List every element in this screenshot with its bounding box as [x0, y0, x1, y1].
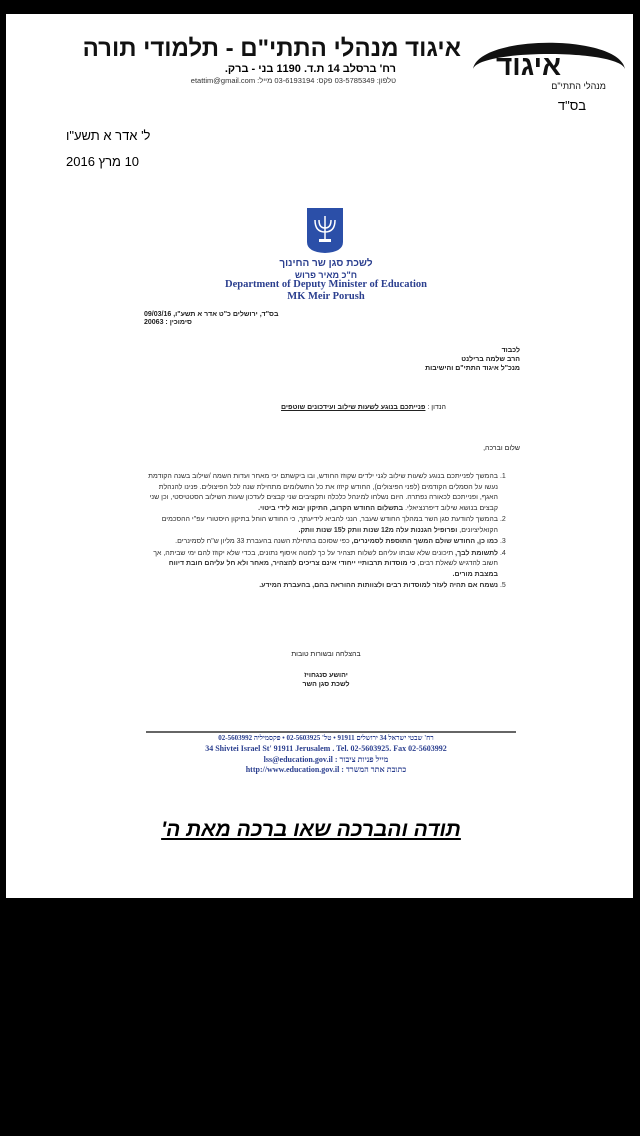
footer-website: כתובת אתר המשרד : http://www.education.gov.il	[245, 765, 407, 774]
reference: סימוכין : 20063	[144, 319, 192, 326]
dateline: בס"ד, ירושלים כ"ט אדר א תשע"ו, 09/03/16	[144, 311, 279, 318]
footer-address-en: 34 Shivtei Israel St' 91911 Jerusalem . Tel. 02-5603925. Fax 02-5603992	[205, 744, 447, 753]
org-title: איגוד מנהלי התתי"ם - תלמודי תורה	[82, 35, 461, 62]
item-bold: כמו כן, החודש שולם המשך התוספת לסמינרים,	[351, 538, 498, 545]
closing: בהצלחה ובשורות טובות	[291, 651, 361, 658]
item-bold: נשמח אם תהיה לעזר למוסדות רבים ולצוותות ההוראה בהם, בהעברת המידע.	[259, 582, 498, 589]
list-item	[146, 537, 498, 548]
logo-subtext: מנהלי התתי"ם	[551, 81, 606, 91]
logo-text: איגוד	[496, 50, 562, 81]
recipient-line-2: הרב שלמה ברילנט	[461, 356, 520, 363]
office-english: Department of Deputy Minister of Education	[225, 279, 427, 290]
subject: פנייתכם בנוגע לשעות שילוב ועידכונים שוטפים	[281, 404, 426, 411]
gregorian-date: 10 מרץ 2016	[66, 154, 140, 169]
item-text: בהמשך להודעת סגן השר במהלך החודש שעבר, הנני להביא לידיעתך, כי החודש הוחל בתיקון היסטורי עפ"י ההסכמים הקואליציונים,	[161, 516, 498, 534]
list-item	[146, 515, 498, 536]
signer-name: יהושע סנגחויז	[304, 672, 348, 679]
item-bold: לתשומת לבך,	[455, 549, 498, 557]
office-hebrew: לשכת סגן שר החינוך	[279, 258, 373, 269]
mk-english: MK Meir Porush	[287, 291, 365, 302]
letter-body	[146, 472, 516, 593]
item-text: תיכונים שלא שבתו עליהם לשלוח תצהיר על כך למטה איסוף נתונים, בכדי שלא יקוזז להם ימי שביתה, אך חשוב להדגיש לשאלת רבים,	[153, 549, 498, 567]
item-text: כפי שסוכם בתחילת השנה בהעברת 33 מליון ש"ח לסמינרים.	[175, 538, 350, 545]
greeting: שלום וברכה,	[483, 445, 520, 452]
org-contact: טלפון: 03-5785349 פקס: 03-6193194 מייל: etattim@gmail.com	[190, 76, 396, 85]
subject-label: הנדון :	[427, 404, 446, 411]
org-address: רח' ברסלב 14 ת.ד. 1190 בני - ברק.	[224, 63, 396, 75]
footer-address-he: רח' שבטי ישראל 34 ירושלים 91911 • טל' 02-5603925 • פקסמיליה 02-5603992	[218, 734, 434, 742]
subject-line	[186, 404, 446, 411]
footer-divider	[146, 731, 516, 733]
footer-email: מייל פניות ציבור : lss@education.gov.il	[263, 755, 389, 764]
hebrew-date: ל' אדר א תשע"ו	[66, 128, 151, 143]
item-bold: בתשלום החודש הקרוב, התיקון יבוא לידי ביטוי.	[258, 504, 404, 512]
item-text: בהמשך לפנייתכם בנוגע לשעות שילוב לגני ילדים שקוזז החודש, ובו ביקשתם יכי מאחר ועדות השמה /שילוב בשנה הקודמת נעשו על הסמלים הקודמים (לפני הפיצולים), החודש קיזזו את כל התשלומים מתחילת שנה לכל הפיצולים. פנינו להנהלת האגף, ופנייתכם לכאורה נפתרה. היום נשלחו למינהל כלכלה ותקציבים שני קבצים לעדכון שעות השילוב הסטטיסטי, וכן שני קבצים בנושא שילוב דיפרנציאלי.	[148, 473, 498, 512]
recipient-line-3: מנכ"ל איגוד התתי"ם והישיבות	[425, 365, 520, 372]
state-emblem-icon	[305, 206, 345, 254]
mk-hebrew: ח"כ מאיר פרוש	[294, 270, 358, 280]
signer-title: לשכת סגן השר	[302, 681, 350, 688]
document-page	[6, 14, 633, 898]
recipient-line-1: לכבוד	[501, 347, 520, 354]
item-bold: כי מוסדות תרבותיי ייחודי אינם צריכים להצהיר, מאחר ולא חל עליהם חובת דיווח במצבת מורים.	[168, 560, 498, 578]
list-item	[146, 472, 498, 514]
bsd: בס"ד	[557, 98, 586, 113]
list-item	[146, 549, 498, 581]
item-bold: ופרופיל הגננות עלה מ12 שנות וותק ל15 שנות וותק.	[298, 526, 458, 534]
list-item	[146, 581, 498, 592]
thanks-message: תודה והברכה שאו ברכה מאת ה'	[161, 818, 461, 841]
